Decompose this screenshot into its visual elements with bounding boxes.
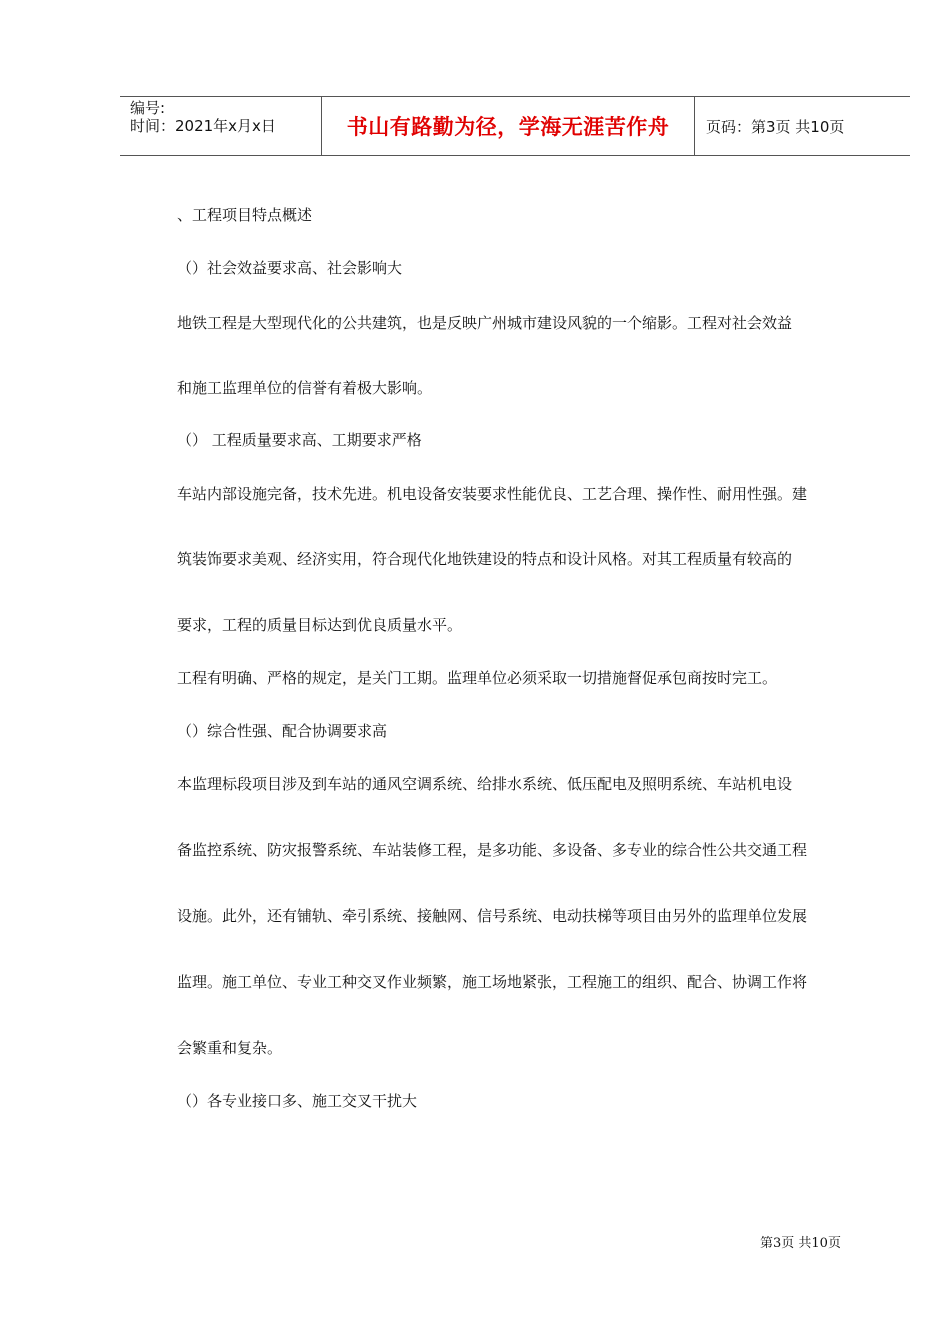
- paragraph-line: 和施工监理单位的信誉有着极大影响。: [177, 379, 433, 397]
- subsection-heading: （）社会效益要求高、社会影响大: [177, 259, 403, 277]
- header-meta: [130, 99, 276, 135]
- paragraph-line: 要求，工程的质量目标达到优良质量水平。: [177, 616, 463, 634]
- paragraph-line: 设施。此外，还有铺轨、牵引系统、接触网、信号系统、电动扶梯等项目由另外的监理单位发展: [177, 907, 808, 925]
- paragraph-line: 工程有明确、严格的规定，是关门工期。监理单位必须采取一切措施督促承包商按时完工。: [177, 669, 778, 687]
- page-header: [120, 96, 910, 156]
- subsection-heading: （）各专业接口多、施工交叉干扰大: [177, 1092, 418, 1110]
- section-heading: 、工程项目特点概述: [177, 206, 313, 224]
- subsection-heading: （）综合性强、配合协调要求高: [177, 722, 388, 740]
- paragraph-line: 监理。施工单位、专业工种交叉作业频繁，施工场地紧张，工程施工的组织、配合、协调工作将: [177, 973, 808, 991]
- header-divider: [694, 97, 695, 155]
- header-motto: 书山有路勤为径，学海无涯苦作舟: [346, 115, 670, 139]
- paragraph-line: 车站内部设施完备，技术先进。机电设备安装要求性能优良、工艺合理、操作性、耐用性强。建: [177, 485, 808, 503]
- paragraph-line: 筑装饰要求美观、经济实用，符合现代化地铁建设的特点和设计风格。对其工程质量有较高的: [177, 550, 793, 568]
- paragraph-line: 备监控系统、防灾报警系统、车站装修工程，是多功能、多设备、多专业的综合性公共交通工程: [177, 841, 808, 859]
- document-time-label: 时间：2021年x月x日: [130, 117, 276, 135]
- page-footer: 第3页 共10页: [760, 1236, 841, 1251]
- subsection-heading: （） 工程质量要求高、工期要求严格: [177, 431, 422, 449]
- paragraph-line: 地铁工程是大型现代化的公共建筑，也是反映广州城市建设风貌的一个缩影。工程对社会效益: [177, 314, 793, 332]
- document-number-label: 编号:: [130, 99, 166, 117]
- header-page-code: 页码：第3页 共10页: [706, 117, 845, 136]
- paragraph-line: 本监理标段项目涉及到车站的通风空调系统、给排水系统、低压配电及照明系统、车站机电设: [177, 775, 793, 793]
- paragraph-line: 会繁重和复杂。: [177, 1039, 283, 1057]
